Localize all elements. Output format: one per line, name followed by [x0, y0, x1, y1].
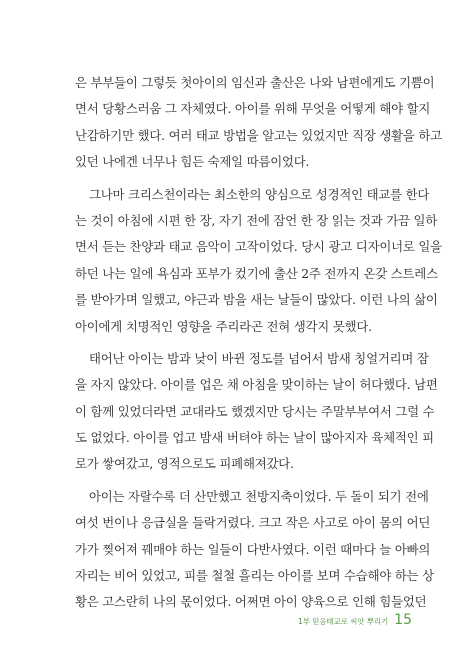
text-line: 아이는 자랄수록 더 산만했고 천방지축이었다. 두 돌이 되기 전에 — [89, 488, 429, 504]
text-line: 이 함께 있었더라면 교대라도 했겠지만 당시는 주말부부여서 그럴 수 — [75, 403, 435, 419]
page-number: 15 — [394, 612, 412, 628]
text-line: 태어난 아이는 밤과 낮이 바뀐 정도를 넘어서 밤새 칭얼거리며 잠 — [89, 350, 429, 366]
text-line: 있던 나에겐 너무나 힘든 숙제일 따름이었다. — [75, 154, 310, 170]
page-footer — [298, 612, 412, 628]
text-line: 여섯 번이나 응급실을 들락거렸다. 크고 작은 사고로 아이 몸의 어딘 — [75, 515, 431, 531]
running-footer-title: 1부 믿음태교로 씨앗 뿌리기 — [298, 617, 389, 626]
text-line: 하던 나는 일에 욕심과 포부가 컸기에 출산 2주 전까지 온갖 스트레스 — [75, 265, 438, 281]
text-line: 은 부부들이 그렇듯 첫아이의 임신과 출산은 나와 남편에게도 기쁨이 — [75, 75, 435, 90]
text-line: 는 것이 아침에 시편 한 장, 자기 전에 잠언 한 장 읽는 것과 가끔 일하 — [75, 212, 438, 228]
body-text — [75, 70, 442, 616]
text-line: 도 없었다. 아이를 업고 밤새 버텨야 하는 날이 많아지자 육체적인 피 — [75, 430, 434, 446]
text-line: 난감하기만 했다. 여러 태교 방법을 알고는 있었지만 직장 생활을 하고 — [75, 127, 442, 143]
text-line: 황은 고스란히 나의 몫이었다. 어쩌면 아이 양육으로 인해 힘들었던 — [75, 594, 427, 610]
text-line: 을 자지 않았다. 아이를 업은 채 아침을 맞이하는 날이 허다했다. 남편 — [75, 377, 438, 393]
text-line: 로가 쌓여갔고, 영적으로도 피폐해져갔다. — [75, 456, 294, 472]
text-line: 아이에게 치명적인 영향을 주리라곤 전혀 생각지 못했다. — [75, 318, 372, 334]
text-line: 그나마 크리스천이라는 최소한의 양심으로 성경적인 태교를 한다 — [89, 186, 430, 202]
text-line: 면서 듣는 찬양과 태교 음악이 고작이었다. 당시 광고 디자이너로 일을 — [75, 239, 442, 255]
text-line: 를 받아가며 일했고, 야근과 밤을 새는 날들이 많았다. 이런 나의 삶이 — [75, 292, 438, 308]
text-line: 자리는 비어 있었고, 피를 철철 흘리는 아이를 보며 수습해야 하는 상 — [75, 568, 434, 584]
text-line: 가가 찢어져 꿰매야 하는 일들이 다반사였다. 이런 때마다 늘 아빠의 — [75, 541, 431, 557]
paragraph — [75, 484, 434, 616]
paragraph — [75, 182, 442, 340]
text-line: 면서 당황스러움 그 자체였다. 아이를 위해 무엇을 어떻게 해야 할지 — [75, 101, 431, 117]
paragraph — [75, 70, 442, 176]
paragraph — [75, 346, 438, 478]
